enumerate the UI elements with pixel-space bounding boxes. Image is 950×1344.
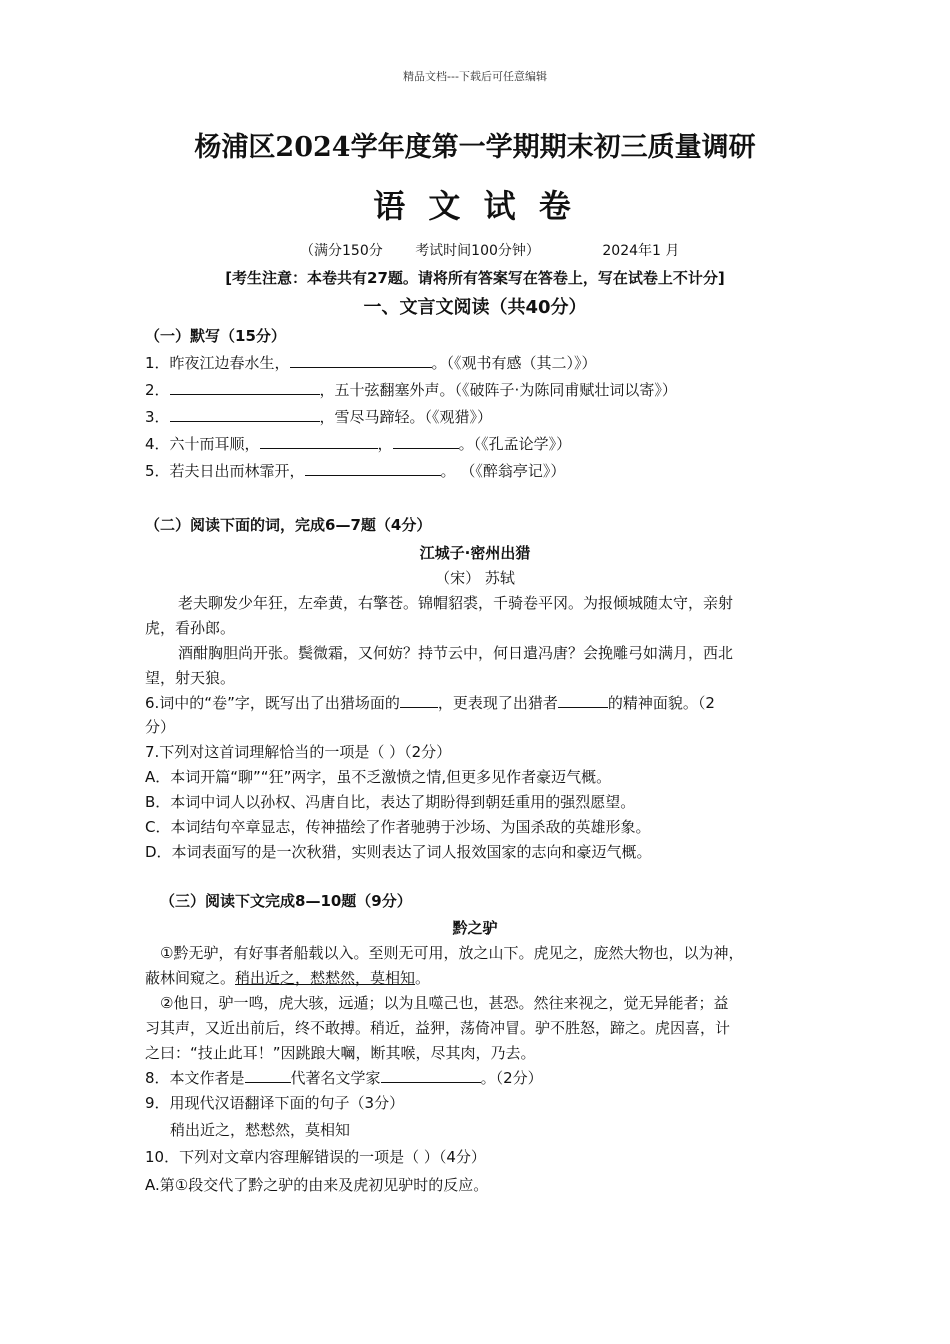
answer-blank[interactable] [305,461,441,476]
answer-blank[interactable] [170,380,320,395]
paragraph-line: 之曰：“技止此耳！”因跳踉大㘎，断其喉，尽其肉，乃去。 [145,1044,536,1062]
q1-text: 1．昨夜江边春水生， [145,354,290,372]
answer-blank[interactable] [393,434,459,449]
answer-blank[interactable] [260,434,378,449]
q6-text: 的精神面貌。（2 [607,694,715,712]
option-b: B．本词中词人以孙权、冯唐自比，表达了期盼得到朝廷重用的强烈愿望。 [145,793,636,811]
poem-line: 望，射天狼。 [145,669,236,687]
question-4 [145,433,571,455]
part3-heading: （三）阅读下文完成8—10题（9分） [160,892,412,910]
question-2 [145,379,677,401]
question-9: 9．用现代汉语翻译下面的句子（3分） [145,1094,405,1112]
question-8 [145,1067,543,1089]
q9-sentence: 稍出近之，慭慭然，莫相知 [170,1121,351,1139]
answer-blank[interactable] [245,1068,291,1083]
q2-number: 2． [145,381,170,399]
q2-text: ，五十弦翻塞外声。（《破阵子·为陈同甫赋壮词以寄》） [319,381,677,399]
text-title: 黔之驴 [452,919,498,937]
q8-text: 。（2分） [480,1069,543,1087]
exam-time: 考试时间100分钟） [415,243,540,259]
q10-option-a: A.第①段交代了黔之驴的由来及虎初见驴时的反应。 [145,1176,489,1194]
question-7: 7.下列对这首词理解恰当的一项是（ ）（2分） [145,743,452,761]
q6-text: 6.词中的“卷”字，既写出了出猎场面的 [145,694,400,712]
question-1 [145,352,597,374]
q1-source: 。（《观书有感（其二）》） [431,354,597,372]
exam-date: 2024年1 月 [602,243,680,259]
part1-heading: （一）默写（15分） [145,327,286,345]
q4-text: 4．六十而耳顺， [145,435,260,453]
answer-blank[interactable] [290,353,432,368]
answer-blank[interactable] [558,693,608,708]
option-d: D．本词表面写的是一次秋猎，实则表达了词人报效国家的志向和豪迈气概。 [145,843,652,861]
q4-source: 。（《孔孟论学》） [458,435,572,453]
paragraph-line: 习其声，又近出前后，终不敢搏。稍近，益狎，荡倚冲冒。驴不胜怒，蹄之。虎因喜，计 [145,1019,731,1037]
question-5 [145,460,565,482]
answer-blank[interactable] [400,693,438,708]
answer-blank[interactable] [381,1068,481,1083]
poem-author: （宋） 苏轼 [435,569,515,587]
q4-comma: ， [377,435,393,453]
section1-title: 一、文言文阅读（共40分） [363,297,587,318]
underlined-sentence: 稍出近之，慭慭然，莫相知 [235,969,416,987]
poem-line: 酒酣胸胆尚开张。鬓微霜，又何妨？持节云中，何日遣冯唐？会挽雕弓如满月，西北 [178,644,734,662]
paragraph-text: 。 [415,969,431,987]
poem-title: 江城子·密州出猎 [419,544,531,562]
q6-text: ，更表现了出猎者 [437,694,558,712]
full-score: （满分150分 [300,243,383,259]
exam-title: 杨浦区2024学年度第一学期期末初三质量调研 [194,132,756,163]
poem-line: 老夫聊发少年狂，左牵黄，右擎苍。锦帽貂裘，千骑卷平冈。为报倾城随太守，亲射 [178,594,734,612]
answer-blank[interactable] [170,407,320,422]
q5-source: 。 （《醉翁亭记》） [440,462,566,480]
option-c: C．本词结句卒章显志，传神描绘了作者驰骋于沙场、为国杀敌的英雄形象。 [145,818,651,836]
q8-text: 8．本文作者是 [145,1069,245,1087]
q8-text: 代著名文学家 [290,1069,381,1087]
option-a: A．本词开篇“聊”“狂”两字，虽不乏激愤之情,但更多见作者豪迈气概。 [145,768,612,786]
paragraph-text: 蔽林间窥之。 [145,969,236,987]
q3-text: ，雪尽马蹄轻。（《观猎》） [319,408,493,426]
paragraph-line: ①黔无驴，有好事者船载以入。至则无可用，放之山下。虎见之，庞然大物也，以为神， [160,944,744,962]
q3-number: 3． [145,408,170,426]
question-6 [145,692,715,714]
question-6-cont: 分） [145,718,176,736]
paragraph-line [145,967,430,989]
q5-text: 5．若夫日出而林霏开， [145,462,305,480]
exam-info [300,240,679,262]
poem-line: 虎，看孙郎。 [145,619,236,637]
part2-heading: （二）阅读下面的词，完成6—7题（4分） [145,516,432,534]
exam-subject: 语 文 试 卷 [373,187,577,225]
question-10: 10．下列对文章内容理解错误的一项是（ ）（4分） [145,1148,486,1166]
question-3 [145,406,492,428]
paragraph-line: ②他日，驴一鸣，虎大骇，远遁；以为且噬己也，甚恐。然往来视之，觉无异能者；益 [160,994,729,1012]
candidate-notice: [考生注意：本卷共有27题。请将所有答案写在答卷上，写在试卷上不计分] [225,269,725,287]
header-note: 精品文档---下载后可任意编辑 [403,70,547,83]
